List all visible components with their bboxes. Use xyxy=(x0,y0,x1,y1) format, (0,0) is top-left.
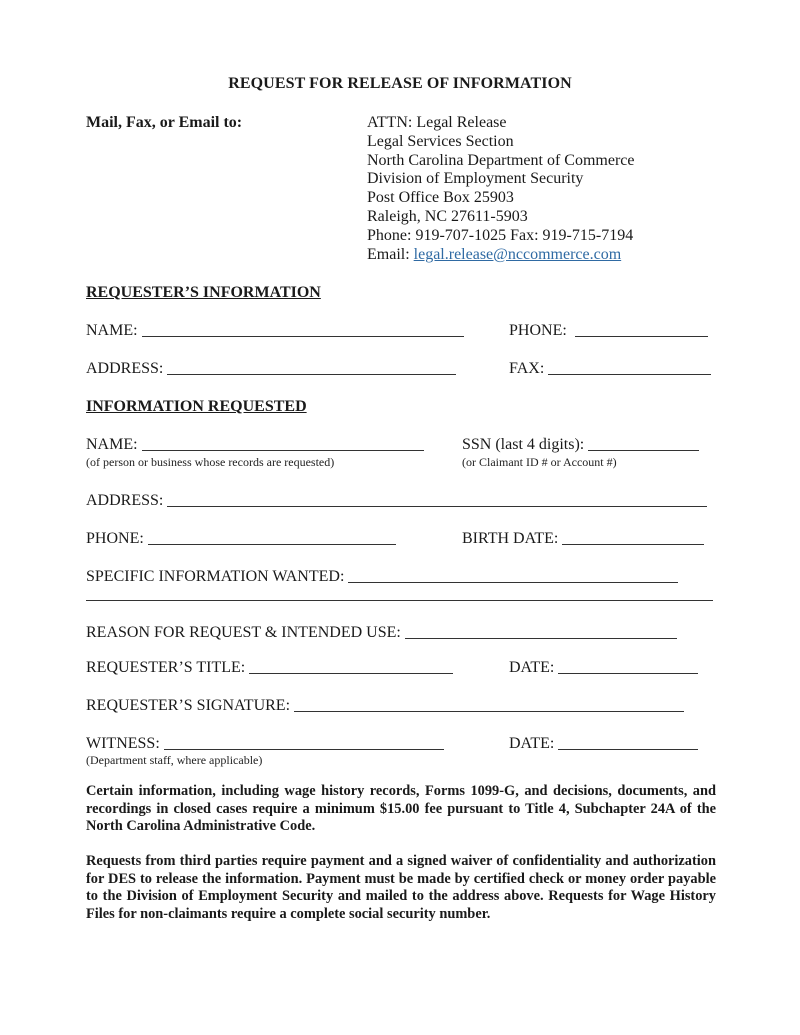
email-label: Email: xyxy=(367,245,414,263)
birth-date-input[interactable] xyxy=(562,543,704,545)
date-field-2[interactable] xyxy=(509,735,698,753)
birth-date-label: BIRTH DATE: xyxy=(462,530,559,547)
specific-info-continuation-line[interactable] xyxy=(86,600,713,601)
ssn-note: (or Claimant ID # or Account #) xyxy=(462,455,617,469)
specific-info-input[interactable] xyxy=(348,581,678,583)
signature-input[interactable] xyxy=(294,710,684,712)
subject-phone-input[interactable] xyxy=(148,543,396,545)
requester-fax-input[interactable] xyxy=(548,373,711,375)
subject-phone-field[interactable] xyxy=(86,530,396,548)
reason-input[interactable] xyxy=(405,637,677,639)
witness-field[interactable] xyxy=(86,735,444,753)
signature-field[interactable] xyxy=(86,697,684,715)
requester-fax-field[interactable] xyxy=(509,360,711,378)
email-line xyxy=(367,246,727,265)
requester-phone-input[interactable] xyxy=(575,335,708,337)
requester-phone-label: PHONE: xyxy=(509,322,567,339)
date-input-2[interactable] xyxy=(558,748,698,750)
section-heading-information-requested: INFORMATION REQUESTED xyxy=(86,398,307,415)
witness-note: (Department staff, where applicable) xyxy=(86,753,263,767)
date-field-1[interactable] xyxy=(509,659,698,677)
email-link[interactable]: legal.release@nccommerce.com xyxy=(413,245,622,263)
subject-name-label: NAME: xyxy=(86,436,138,453)
ssn-field[interactable] xyxy=(462,436,699,454)
address-line: Legal Services Section xyxy=(367,132,514,150)
witness-label: WITNESS: xyxy=(86,735,160,752)
requester-name-label: NAME: xyxy=(86,322,138,339)
requester-title-field[interactable] xyxy=(86,659,453,677)
witness-input[interactable] xyxy=(164,748,444,750)
requester-name-field[interactable] xyxy=(86,322,464,340)
section-heading-requester: REQUESTER’S INFORMATION xyxy=(86,284,321,301)
requester-address-field[interactable] xyxy=(86,360,456,378)
mail-to-label: Mail, Fax, or Email to: xyxy=(86,114,243,131)
ssn-input[interactable] xyxy=(588,449,699,451)
subject-address-field[interactable] xyxy=(86,492,707,510)
address-line: North Carolina Department of Commerce xyxy=(367,151,635,169)
requester-phone-field[interactable] xyxy=(509,322,708,340)
address-line: Division of Employment Security xyxy=(367,170,584,188)
mailing-address xyxy=(367,114,727,264)
requester-name-input[interactable] xyxy=(142,335,464,337)
address-line: ATTN: Legal Release xyxy=(367,114,507,131)
subject-address-input[interactable] xyxy=(167,505,707,507)
address-line: Post Office Box 25903 xyxy=(367,189,514,207)
fee-notice: Certain information, including wage history records, Forms 1099-G, and decisions, documents, and recordings in closed cases require a minimum $15.00 fee pursuant to Title 4, Subchapter 24A of the North Carolina Administrative Code. xyxy=(86,783,716,835)
subject-phone-label: PHONE: xyxy=(86,530,144,547)
requester-title-input[interactable] xyxy=(249,672,453,674)
signature-label: REQUESTER’S SIGNATURE: xyxy=(86,697,291,714)
ssn-label: SSN (last 4 digits): xyxy=(462,436,585,453)
subject-name-input[interactable] xyxy=(142,449,424,451)
page-title: REQUEST FOR RELEASE OF INFORMATION xyxy=(228,75,572,92)
date-label-2: DATE: xyxy=(509,735,555,752)
address-line: Phone: 919-707-1025 Fax: 919-715-7194 xyxy=(367,226,634,244)
requester-fax-label: FAX: xyxy=(509,360,545,377)
third-party-notice: Requests from third parties require payment and a signed waiver of confidentiality and authorization for DES to release the information. Payment must be made by certified check or money order payable to the Division of Employment Security and mailed to the address above. Requests for Wage History Files for non-claimants require a complete social security number. xyxy=(86,853,716,922)
specific-info-field[interactable] xyxy=(86,568,678,586)
subject-name-note: (of person or business whose records are requested) xyxy=(86,455,335,469)
reason-field[interactable] xyxy=(86,624,677,642)
requester-address-label: ADDRESS: xyxy=(86,360,164,377)
address-line: Raleigh, NC 27611-5903 xyxy=(367,207,528,225)
subject-name-field[interactable] xyxy=(86,436,424,454)
reason-label: REASON FOR REQUEST & INTENDED USE: xyxy=(86,624,401,641)
date-input-1[interactable] xyxy=(558,672,698,674)
date-label-1: DATE: xyxy=(509,659,555,676)
specific-info-label: SPECIFIC INFORMATION WANTED: xyxy=(86,568,345,585)
requester-address-input[interactable] xyxy=(167,373,456,375)
requester-title-label: REQUESTER’S TITLE: xyxy=(86,659,246,676)
subject-address-label: ADDRESS: xyxy=(86,492,164,509)
birth-date-field[interactable] xyxy=(462,530,704,548)
